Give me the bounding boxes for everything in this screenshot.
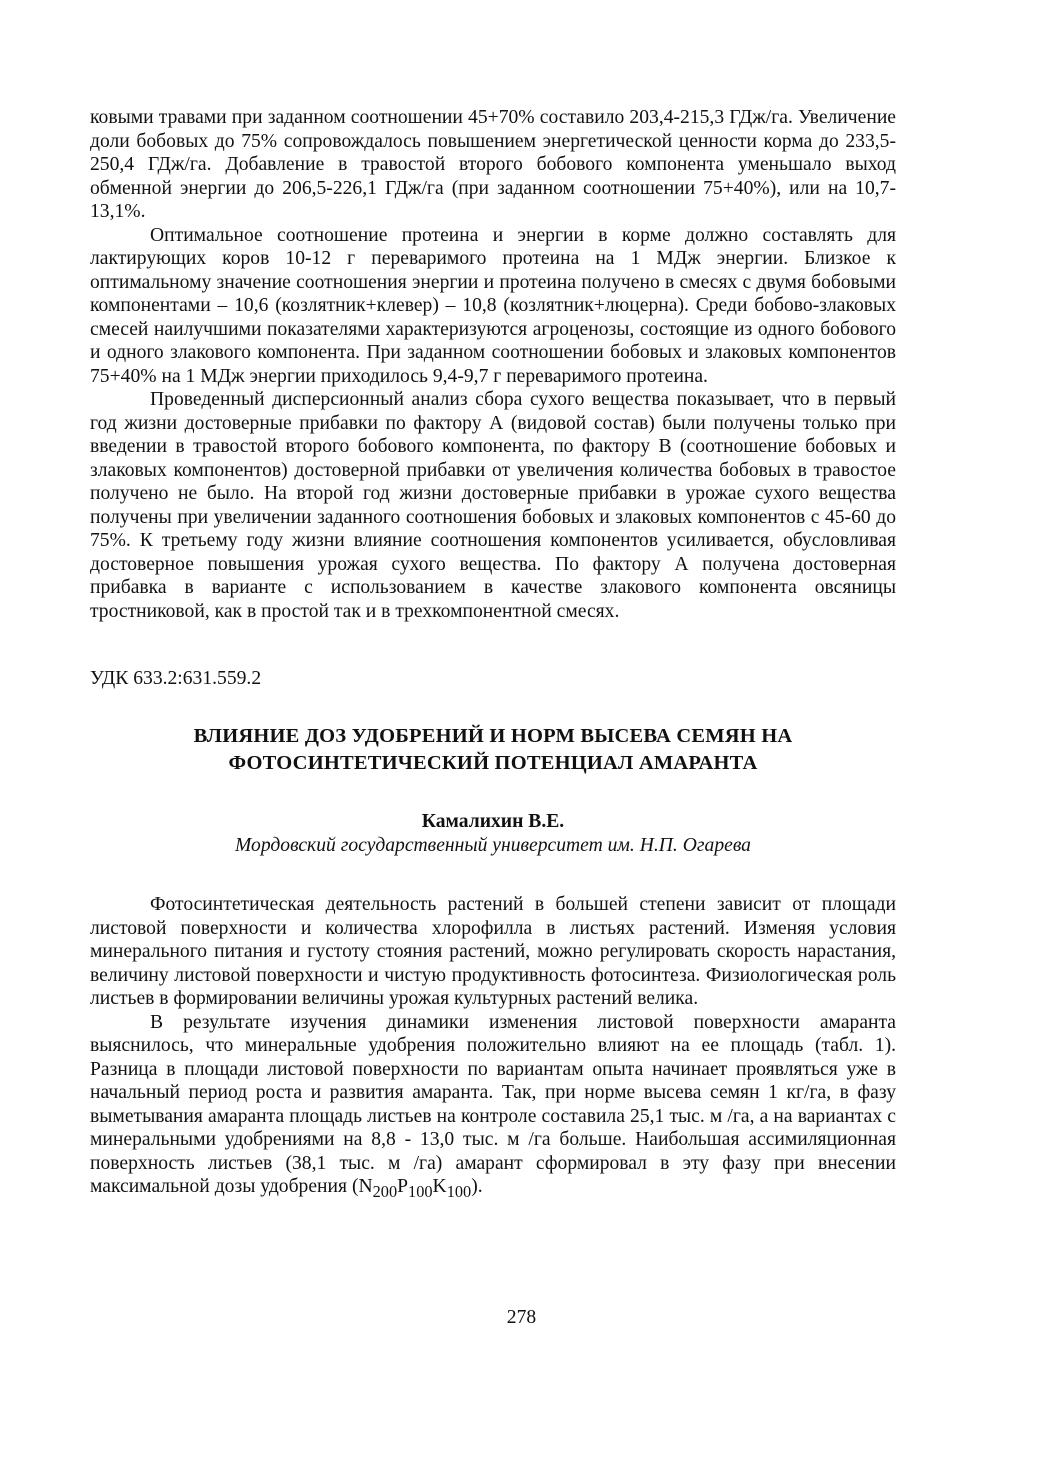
author-name: Камалихин В.Е.	[421, 811, 565, 832]
paragraph-photosynthesis: Фотосинтетическая деятельность растений в большей степени зависит от площади листовой поверхности и количества хлорофилла в листьях растений. Изменяя условия минерального питания и густоту стояния растений, можно регулировать скорость нарастания, величину листовой поверхности и чистую продуктивность фотосинтеза. Физиологическая роль листьев в формировании величины урожая культурных растений велика.	[90, 894, 896, 1009]
author-affiliation: Мордовский государственный университет им. Н.П. Огарева	[235, 835, 751, 856]
page-content	[90, 106, 896, 1203]
paragraph-leaf-surface-text: В результате изучения динамики изменения листовой поверхности амаранта выяснилось, что минеральные удобрения положительно влияют на ее площадь (табл. 1). Разница в площади листовой поверхности по вариантам опыта начинает проявляться уже в начальный период роста и развития амаранта. Так, при норме высева семян 1 кг/га, в фазу выметывания амаранта площадь листьев на контроле составила 25,1 тыс. м /га, а на вариантах с минеральными удобрениями на 8,8 - 13,0 тыс. м /га больше. Наибольшая ассимиляционная поверхность листьев (38,1 тыс. м /га) амарант сформировал в эту фазу при внесении максимальной дозы удобрения	[90, 1011, 896, 1197]
article-title	[90, 723, 896, 777]
article-title-line-2: ФОТОСИНТЕТИЧЕСКИЙ ПОТЕНЦИАЛ АМАРАНТА	[228, 752, 758, 774]
paragraph-continued: ковыми травами при заданном соотношении 45+70% составило 203,4-215,3 ГДж/га. Увеличение доли бобовых до 75% сопровождалось повышением энергетической ценности корма до 233,5-250,4 ГДж/га. Добавление в травостой второго бобового компонента уменьшало выход обменной энергии до 206,5-226,1 ГДж/га (при заданном соотношении 75+40%), или на 10,7-13,1%.	[90, 107, 896, 222]
paragraph-dispersion-analysis: Проведенный дисперсионный анализ сбора сухого вещества показывает, что в первый год жизни достоверные прибавки по фактору А (видовой состав) были получены только при введении в травостой второго бобового компонента, по фактору В (соотношение бобовых и злаковых компонентов) достоверной прибавки от увеличения количества бобовых в травостое получено не было. На второй год жизни достоверные прибавки в урожае сухого вещества получены при увеличении заданного соотношения бобовых и злаковых компонентов с 45-60 до 75%. К третьему году жизни влияние соотношения компонентов усиливается, обусловливая достоверное повышения урожая сухого вещества. По фактору А получена достоверная прибавка в варианте с использованием в качестве злакового компонента овсяницы тростниковой, как в простой так и в трехкомпонентной смесях.	[90, 389, 896, 622]
page-number: 278	[506, 1307, 537, 1328]
fertilizer-formula: $(N_{200}P_{100}K_{100})$.	[351, 1176, 483, 1201]
article-title-line-1: ВЛИЯНИЕ ДОЗ УДОБРЕНИЙ И НОРМ ВЫСЕВА СЕМЯН НА	[193, 725, 793, 747]
udk-code: УДК 633.2:631.559.2	[90, 668, 262, 689]
paragraph-protein-energy: Оптимальное соотношение протеина и энергии в корме должно составлять для лактирующих коров 10-12 г переваримого протеина на 1 МДж энергии. Близкое к оптимальному значение соотношения энергии и протеина получено в смесях с двумя бобовыми компонентами – 10,6 (козлятник+клевер) – 10,8 (козлятник+люцерна). Среди бобово-злаковых смесей наилучшими показателями характеризуются агроценозы, состоящие из одного бобового и одного злакового компонента. При заданном соотношении бобовых и злаковых компонентов 75+40% на 1 МДж энергии приходилось 9,4-9,7 г переваримого протеина.	[90, 224, 896, 387]
paragraph-leaf-surface	[90, 1011, 896, 1204]
